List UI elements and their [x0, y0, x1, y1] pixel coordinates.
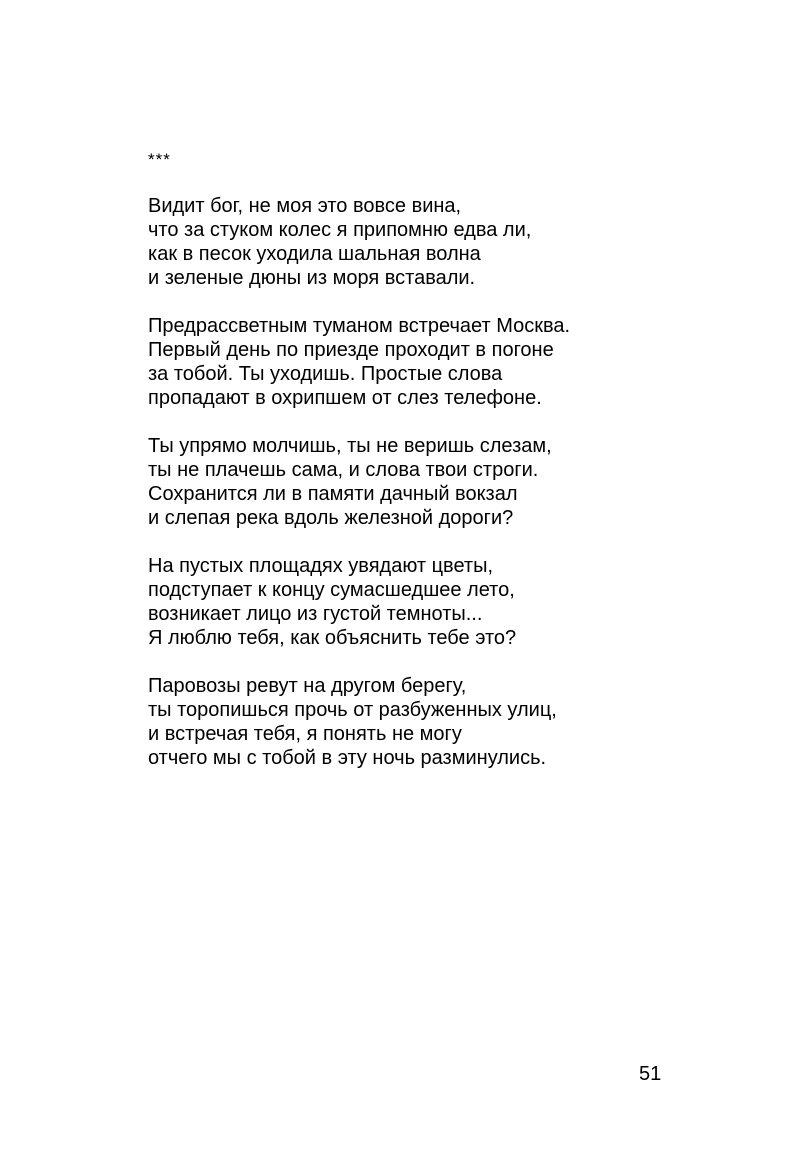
poem-separator: ***	[148, 150, 171, 169]
poem-line: возникает лицо из густой темноты...	[148, 603, 483, 625]
poem-line: Предрассветным туманом встречает Москва.	[148, 315, 571, 337]
poem-line: Сохранится ли в памяти дачный вокзал	[148, 483, 518, 505]
poem-line: ты торопишься прочь от разбуженных улиц,	[148, 699, 557, 721]
poem-line: На пустых площадях увядают цветы,	[148, 555, 494, 577]
poem-line: и слепая река вдоль железной дороги?	[148, 507, 514, 529]
poem-line: Ты упрямо молчишь, ты не веришь слезам,	[148, 435, 552, 457]
stanza-5	[148, 674, 748, 770]
stanza-1	[148, 194, 748, 290]
poem-line: и зеленые дюны из моря вставали.	[148, 267, 476, 289]
stanza-3	[148, 434, 748, 530]
poem-line: ты не плачешь сама, и слова твои строги.	[148, 459, 539, 481]
poem-line: пропадают в охрипшем от слез телефоне.	[148, 387, 542, 409]
poem-line: Видит бог, не моя это вовсе вина,	[148, 195, 462, 217]
poem-line: за тобой. Ты уходишь. Простые слова	[148, 363, 503, 385]
stanza-2	[148, 314, 748, 410]
poem-line: отчего мы с тобой в эту ночь разминулись.	[148, 747, 547, 769]
poem-line: Паровозы ревут на другом берегу,	[148, 675, 467, 697]
stanza-4	[148, 554, 748, 650]
poem-line: что за стуком колес я припомню едва ли,	[148, 219, 532, 241]
poem-line: как в песок уходила шальная волна	[148, 243, 481, 265]
poem-line: и встречая тебя, я понять не могу	[148, 723, 462, 745]
poem-line: Я люблю тебя, как объяснить тебе это?	[148, 627, 517, 649]
poem	[148, 148, 748, 770]
poem-line: Первый день по приезде проходит в погоне	[148, 339, 554, 361]
page-number: 51	[639, 1063, 662, 1085]
poem-line: подступает к концу сумасшедшее лето,	[148, 579, 515, 601]
